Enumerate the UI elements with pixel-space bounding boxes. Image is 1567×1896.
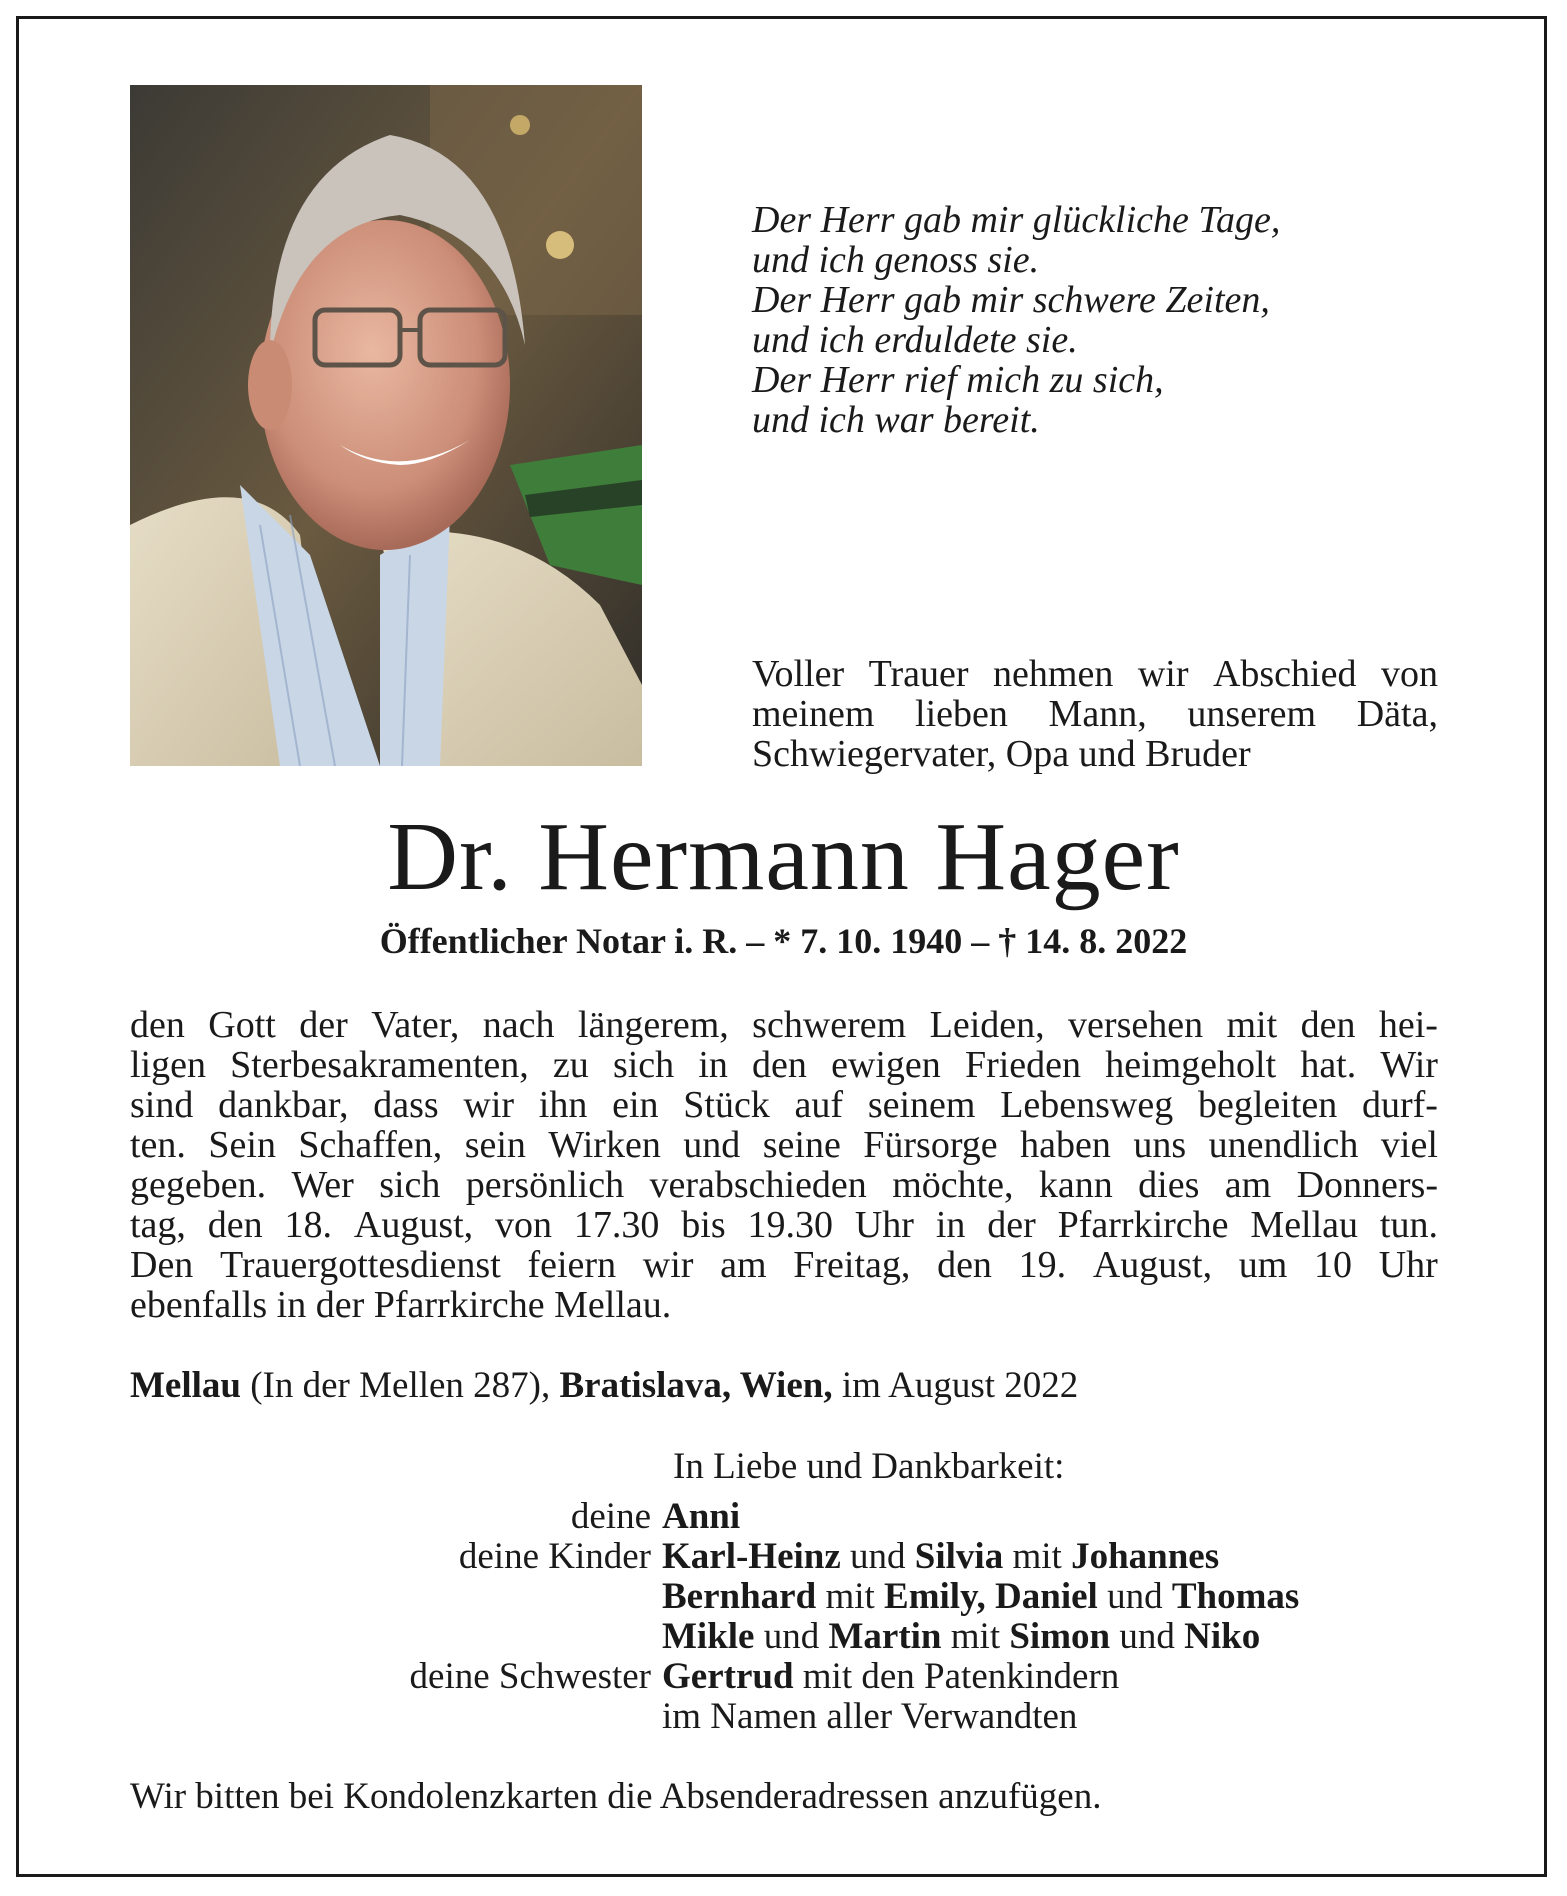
family-label: deine bbox=[570, 1496, 651, 1537]
word: ligen bbox=[130, 1044, 206, 1086]
word: zu bbox=[552, 1044, 589, 1086]
word: Däta, bbox=[1356, 693, 1438, 735]
family-name: Mikle bbox=[662, 1616, 755, 1657]
family-name: Bernhard bbox=[662, 1576, 817, 1617]
word: Sterbesakramenten, bbox=[230, 1044, 529, 1086]
word: Donners- bbox=[1296, 1164, 1438, 1206]
word: kann bbox=[1038, 1164, 1113, 1206]
family-name: Silvia bbox=[914, 1536, 1004, 1577]
thanks-heading: In Liebe und Dankbarkeit: bbox=[673, 1446, 1065, 1487]
family-name: Thomas bbox=[1171, 1576, 1300, 1617]
intro-line bbox=[752, 694, 1438, 734]
family-names bbox=[662, 1657, 1460, 1697]
family-label: deine Kinder bbox=[458, 1536, 651, 1577]
word: meinem bbox=[752, 693, 875, 735]
word: wir bbox=[463, 1084, 515, 1126]
word: wir bbox=[1137, 653, 1189, 695]
family-connector: mit den Patenkindern bbox=[793, 1656, 1120, 1697]
word: Trauergottesdienst bbox=[220, 1244, 501, 1286]
word: bis bbox=[681, 1204, 726, 1246]
word: um bbox=[1238, 1244, 1288, 1286]
body-line bbox=[130, 1125, 1438, 1165]
word: Mellau bbox=[1250, 1204, 1359, 1246]
word: tag, bbox=[130, 1204, 186, 1246]
family-row bbox=[130, 1697, 1460, 1737]
word: ihn bbox=[538, 1084, 588, 1126]
family-name: Niko bbox=[1184, 1616, 1261, 1657]
family-names bbox=[662, 1537, 1460, 1577]
place-town: Mellau bbox=[130, 1365, 241, 1406]
word: unserem bbox=[1187, 693, 1317, 735]
word: wir bbox=[642, 1244, 694, 1286]
family-names bbox=[662, 1577, 1460, 1617]
word: nehmen bbox=[993, 653, 1114, 695]
word: August, bbox=[1092, 1244, 1213, 1286]
family-connector: und bbox=[1097, 1576, 1172, 1617]
family-name: Anni bbox=[662, 1496, 741, 1537]
word: in bbox=[935, 1204, 966, 1246]
family-label bbox=[130, 1697, 662, 1737]
word: uns bbox=[1133, 1124, 1187, 1166]
family-name: Martin bbox=[828, 1616, 942, 1657]
word: den bbox=[207, 1204, 263, 1246]
word: 10 bbox=[1314, 1244, 1353, 1286]
word: Abschied bbox=[1212, 653, 1357, 695]
portrait-photo bbox=[130, 85, 642, 766]
place-date-line bbox=[130, 1366, 1450, 1406]
word: hat. bbox=[1300, 1044, 1357, 1086]
body-line bbox=[130, 1165, 1438, 1205]
family-row bbox=[130, 1497, 1460, 1537]
place-cities: Bratislava, Wien, bbox=[559, 1365, 833, 1406]
poem-line: und ich war bereit. bbox=[752, 399, 1040, 441]
word: von bbox=[495, 1204, 553, 1246]
word: Wer bbox=[291, 1164, 354, 1206]
word: am bbox=[720, 1244, 767, 1286]
word: der bbox=[987, 1204, 1036, 1246]
body-line bbox=[130, 1045, 1438, 1085]
word: persönlich bbox=[465, 1164, 625, 1206]
deceased-name: Dr. Hermann Hager bbox=[387, 803, 1180, 911]
place-date: im August 2022 bbox=[832, 1365, 1079, 1406]
word: unendlich bbox=[1208, 1124, 1359, 1166]
word: Voller bbox=[752, 653, 845, 695]
word: ewigen bbox=[831, 1044, 941, 1086]
word: Pfarrkirche bbox=[1057, 1204, 1229, 1246]
word: tun. bbox=[1379, 1204, 1438, 1246]
word: auf bbox=[794, 1084, 844, 1126]
word: August, bbox=[353, 1204, 474, 1246]
body-line bbox=[130, 1005, 1438, 1045]
word: Trauer bbox=[868, 653, 969, 695]
family-name: Johannes bbox=[1071, 1536, 1220, 1577]
body-line bbox=[130, 1245, 1438, 1285]
family-row bbox=[130, 1657, 1460, 1697]
word: viel bbox=[1380, 1124, 1438, 1166]
word: schwerem bbox=[752, 1004, 907, 1046]
word: 19.30 bbox=[747, 1204, 833, 1246]
word: feiern bbox=[527, 1244, 617, 1286]
word: den bbox=[937, 1244, 992, 1286]
word: lieben bbox=[915, 693, 1008, 735]
word: 18. bbox=[284, 1204, 333, 1246]
word: Fürsorge bbox=[863, 1124, 998, 1166]
word: Uhr bbox=[854, 1204, 914, 1246]
word: sind bbox=[130, 1084, 194, 1126]
word: 17.30 bbox=[573, 1204, 660, 1246]
word: begleiten bbox=[1197, 1084, 1338, 1126]
word: Gott bbox=[208, 1004, 276, 1046]
family-connector: mit bbox=[816, 1576, 885, 1617]
word: dankbar, bbox=[218, 1084, 349, 1126]
word: am bbox=[1224, 1164, 1272, 1206]
poem bbox=[752, 200, 1472, 440]
word: dass bbox=[373, 1084, 439, 1126]
word: nach bbox=[482, 1004, 555, 1046]
family-label bbox=[130, 1577, 662, 1617]
family-name: Gertrud bbox=[662, 1656, 794, 1697]
word: Wirken bbox=[548, 1124, 661, 1166]
word: Leiden, bbox=[929, 1004, 1045, 1046]
word: haben bbox=[1020, 1124, 1111, 1166]
word: versehen bbox=[1068, 1004, 1204, 1046]
family-label bbox=[130, 1617, 662, 1657]
family-label: deine Schwester bbox=[409, 1656, 651, 1697]
word: 19. bbox=[1018, 1244, 1067, 1286]
place-address: (In der Mellen 287), bbox=[240, 1365, 560, 1406]
word: ein bbox=[612, 1084, 659, 1126]
word: den bbox=[1300, 1004, 1356, 1046]
word: Freitag, bbox=[793, 1244, 911, 1286]
family-names bbox=[662, 1697, 1460, 1737]
body-line bbox=[130, 1205, 1438, 1245]
word: Sein bbox=[208, 1124, 276, 1166]
family-connector: im Namen aller Verwandten bbox=[662, 1696, 1078, 1737]
word: von bbox=[1380, 653, 1438, 695]
word: der bbox=[299, 1004, 348, 1046]
family-list bbox=[130, 1497, 1460, 1737]
word: Wir bbox=[1380, 1044, 1438, 1086]
body-text bbox=[130, 1005, 1438, 1325]
body-line: ebenfalls in der Pfarrkirche Mellau. bbox=[130, 1284, 672, 1326]
family-names bbox=[662, 1617, 1460, 1657]
family-row bbox=[130, 1537, 1460, 1577]
word: durf- bbox=[1361, 1084, 1438, 1126]
word: den bbox=[752, 1044, 807, 1086]
deceased-subtitle: Öffentlicher Notar i. R. – * 7. 10. 1940 – † 14. 8. 2022 bbox=[379, 921, 1188, 961]
word: Schaffen, bbox=[298, 1124, 443, 1166]
word: heimgeholt bbox=[1105, 1044, 1277, 1086]
word: in bbox=[698, 1044, 728, 1086]
intro-text bbox=[752, 654, 1438, 774]
intro-line: Schwiegervater, Opa und Bruder bbox=[752, 733, 1251, 775]
word: sich bbox=[379, 1164, 441, 1206]
family-connector: und bbox=[840, 1536, 915, 1577]
poem-line: Der Herr gab mir schwere Zeiten, bbox=[752, 279, 1270, 321]
poem-line: und ich erduldete sie. bbox=[752, 319, 1078, 361]
word: Lebensweg bbox=[1000, 1084, 1174, 1126]
word: Stück bbox=[683, 1084, 770, 1126]
word: den bbox=[130, 1004, 185, 1046]
family-names bbox=[662, 1497, 1460, 1537]
poem-line: Der Herr rief mich zu sich, bbox=[752, 359, 1164, 401]
family-connector: mit bbox=[941, 1616, 1010, 1657]
family-name: Simon bbox=[1009, 1616, 1111, 1657]
word: und bbox=[683, 1124, 741, 1166]
family-row bbox=[130, 1577, 1460, 1617]
word: seine bbox=[762, 1124, 841, 1166]
word: Frieden bbox=[964, 1044, 1082, 1086]
family-connector: mit bbox=[1003, 1536, 1072, 1577]
word: möchte, bbox=[892, 1164, 1014, 1206]
body-line bbox=[130, 1085, 1438, 1125]
footer-note: Wir bitten bei Kondolenzkarten die Absenderadressen anzufügen. bbox=[130, 1776, 1102, 1817]
family-name: Emily, Daniel bbox=[884, 1576, 1098, 1617]
word: seinem bbox=[867, 1084, 976, 1126]
word: gegeben. bbox=[130, 1164, 267, 1206]
word: Mann, bbox=[1048, 693, 1147, 735]
family-connector: und bbox=[754, 1616, 829, 1657]
family-row bbox=[130, 1617, 1460, 1657]
word: verabschieden bbox=[649, 1164, 867, 1206]
word: mit bbox=[1226, 1004, 1278, 1046]
poem-line: und ich genoss sie. bbox=[752, 239, 1040, 281]
word: dies bbox=[1138, 1164, 1200, 1206]
word: Vater, bbox=[371, 1004, 460, 1046]
word: hei- bbox=[1378, 1004, 1438, 1046]
family-connector: und bbox=[1110, 1616, 1185, 1657]
word: längerem, bbox=[577, 1004, 729, 1046]
word: sein bbox=[464, 1124, 526, 1166]
word: ten. bbox=[130, 1124, 186, 1166]
word: Den bbox=[130, 1244, 194, 1286]
word: Uhr bbox=[1378, 1244, 1438, 1286]
word: sich bbox=[612, 1044, 675, 1086]
family-name: Karl-Heinz bbox=[662, 1536, 841, 1577]
poem-line: Der Herr gab mir glückliche Tage, bbox=[752, 199, 1281, 241]
intro-line bbox=[752, 654, 1438, 694]
